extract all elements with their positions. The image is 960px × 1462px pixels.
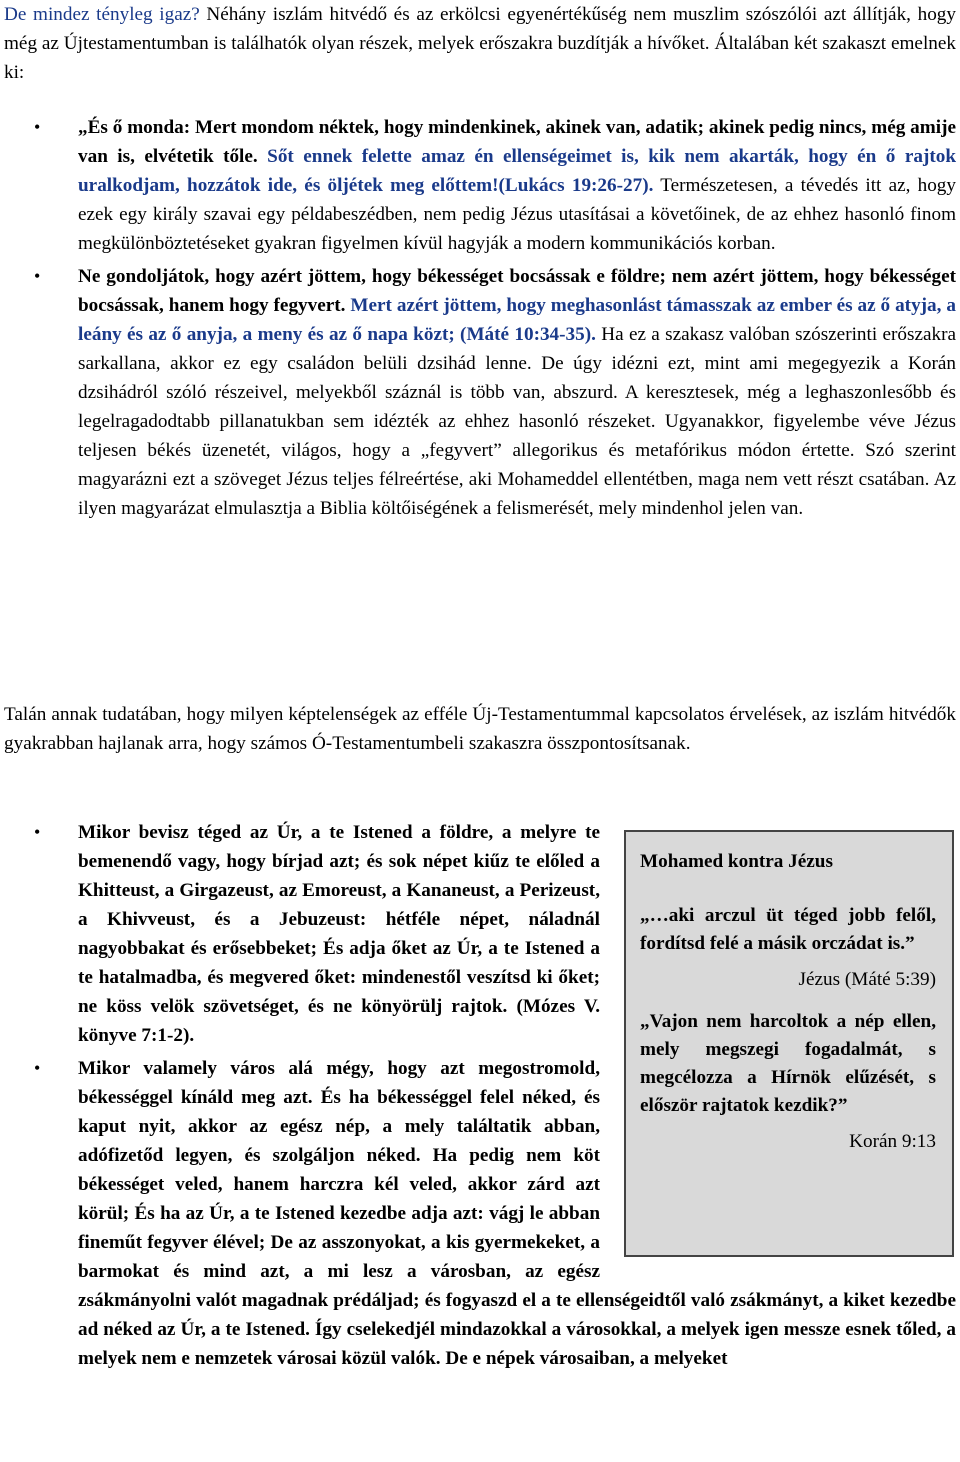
intro-question-link[interactable]: De mindez tényleg igaz? <box>4 4 200 25</box>
quote-link[interactable]: Mert azért jöttem, hogy meghasonlást támasszak az ember és az ő atyja, a leány és az ő anyja, a meny és az ő napa közt; (Máté 10:34-35). <box>78 295 956 345</box>
list-item <box>0 113 956 258</box>
koran-source: Korán 9:13 <box>849 1131 936 1152</box>
bullet-icon: • <box>34 117 41 137</box>
quote-bold: Mikor bevisz téged az Úr, a te Istened a földre, a melyre te bemenendő vagy, hogy bírjad azt; és sok népet kiűz te előled a Khitteust, a Girgazeust, az Emoreust, a Kananeust, a Perizeust, a Khivveust, és a Jebuzeust: hétféle népet, náladnál nagyobbakat és erősebbeket; És adja őket az Úr, a te Istened a te hatalmadba, és megvered őket: mindenestől veszítsd ki őket; ne köss velök szövetséget, és ne könyörülj rajtok. (Mózes V. könyve 7:1-2). <box>78 822 600 1046</box>
list-item <box>0 1054 956 1373</box>
commentary-text: Természetesen, a tévedés itt az, hogy ezek egy király szavai egy példabeszédben, nem pedig Jézus utasításai a követőinek, de az ehhez hasonló finom megkülönböztetéseket gyakran figyelmen kívül hagyják a modern kommunikációs korban. <box>78 175 956 254</box>
intro-text: Néhány iszlám hitvédő és az erkölcsi egyenértékűség nem muszlim szószólói azt állítják, hogy még az Újtestamentumban is találhatók olyan részek, melyek erőszakra buzdítják a hívőket. Általában két szakaszt emelnek ki: <box>4 4 956 83</box>
list-item <box>0 262 956 523</box>
koran-quote: „Vajon nem harcoltok a nép ellen, mely megszegi fogadalmát, s megcélozza a Hírnök elűzését, s először rajtatok kezdik?” <box>640 1011 936 1116</box>
jesus-source: Jézus (Máté 5:39) <box>798 969 936 990</box>
quote-link[interactable]: Sőt ennek felette amaz én ellenségeimet is, kik nem akarták, hogy én ő rajtok uralkodjam, hozzátok ide, és öljétek meg előttem!(Lukács 19:26-27). <box>78 146 956 196</box>
commentary-text: Ha ez a szakasz valóban szószerinti erőszakra sarkallana, akkor ez egy családon belüli dzsihád lenne. De úgy idézni ezt, mint ami megegyezik a Korán dzsihádról szóló részeivel, melyekből száznál is több van, abszurd. A keresztesek, még a leghaszonlesőbb és legelragadodtabb pillanatukban sem idézték az ehhez hasonló részeket. Ugyanakkor, figyelembe véve Jézus teljesen békés üzenetét, világos, hogy a „fegyvert” allegorikus és metafórikus módon értette. Szó szerint magyarázni ezt a szöveget Jézus teljes félreértése, aki Mohameddel ellentétben, maga nem vett részt csatában. Az ilyen magyarázat elmulasztja a Biblia költőiségének a felismerését, mely mindenhol jelen van. <box>78 324 956 519</box>
jesus-quote: „…aki arczul üt téged jobb felől, fordítsd felé a másik orczádat is.” <box>640 905 936 954</box>
old-testament-list <box>0 818 956 1373</box>
bullet-icon: • <box>34 1058 41 1078</box>
intro-paragraph <box>4 0 956 87</box>
paragraph-text: Talán annak tudatában, hogy milyen képtelenségek az efféle Új-Testamentummal kapcsolatos érvelések, az iszlám hitvédők gyakrabban hajlanak arra, hogy számos Ó-Testamentumbeli szakaszra összpontosítsanak. <box>4 704 956 754</box>
old-testament-intro <box>4 700 956 758</box>
sidebar-title: Mohamed kontra Jézus <box>640 851 833 872</box>
quote-bold: „És ő monda: Mert mondom néktek, hogy mindenkinek, akinek van, adatik; akinek pedig nincs, még amije van is, elvétetik tőle. <box>78 117 956 167</box>
bullet-icon: • <box>34 266 41 286</box>
bullet-icon: • <box>34 822 41 842</box>
new-testament-list <box>0 113 956 523</box>
list-item <box>0 818 956 1050</box>
quote-bold: Mikor valamely város alá mégy, hogy azt megostromold, békességgel kínáld meg azt. És ha békességgel felel néked, és kaput nyit, akkor az egész nép, a mely találtatik abban, adófizetőd legyen, és szolgáljon néked. Ha pedig nem köt békességet veled, hanem harczra kél veled, akkor zárd azt körül; És ha az Úr, a te Istened kezedbe adja azt: vágj le abban fineműt fegyver élével; De az asszonyokat, a kis gyermekeket, a barmokat és mind azt, a mi lesz a városban, az egész zsákmányolni valót magadnak prédáljad; és fogyaszd el a te ellenségeidtől való zsákmányt, a kiket kezedbe ad néked az Úr, a te Istened. Így cselekedjél mindazokkal a városokkal, a melyek igen messze esnek tőled, a melyek nem e nemzetek városai közül valók. De e népek városaiban, a melyeket <box>78 1058 956 1369</box>
quote-bold: Ne gondoljátok, hogy azért jöttem, hogy békességet bocsássak e földre; nem azért jöttem, hogy békességet bocsássak, hanem hogy fegyvert. <box>78 266 956 316</box>
